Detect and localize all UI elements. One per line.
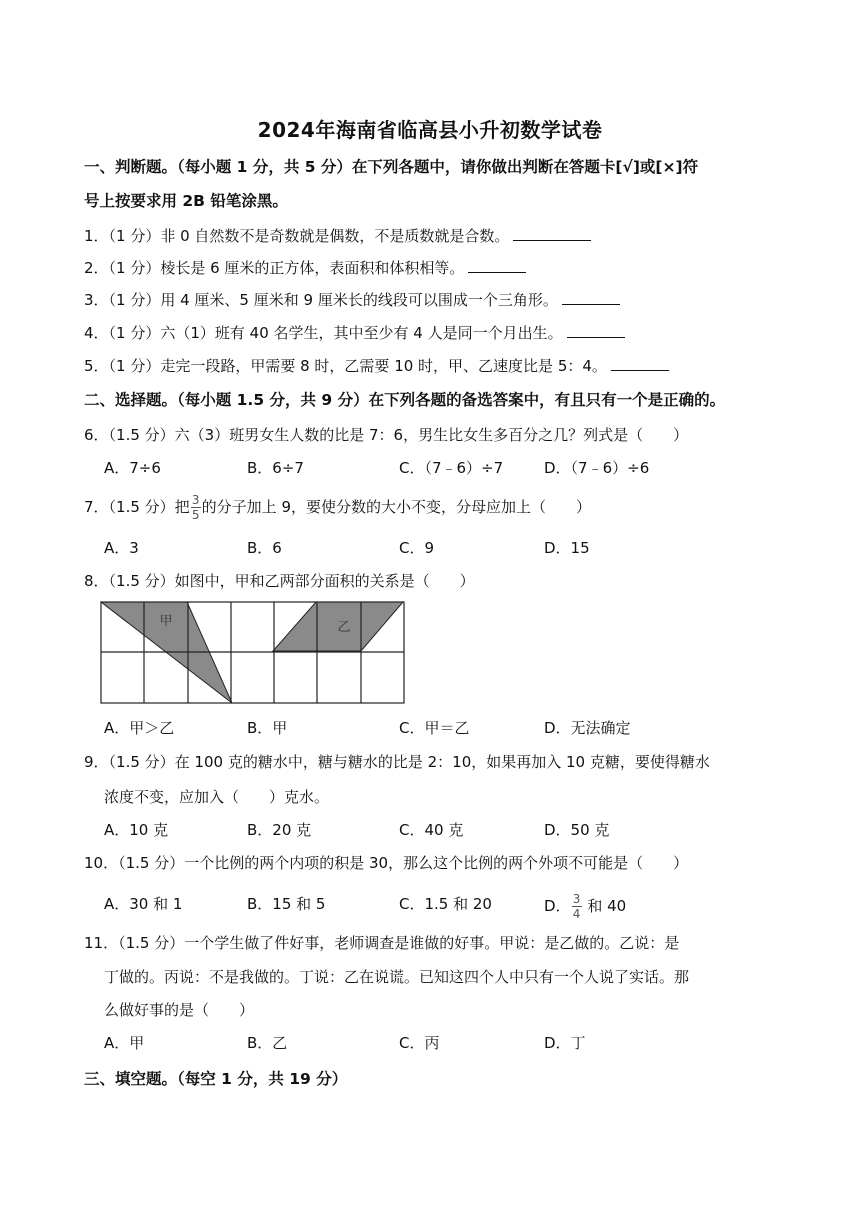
option-d[interactable]: D．15 [544, 539, 590, 557]
question-4-text: 4．（1 分）六（1）班有 40 名学生，其中至少有 4 人是同一个月出生。 [84, 324, 563, 342]
option-a[interactable]: A．甲＞乙 [104, 719, 175, 737]
question-7-suffix: 的分子加上 9，要使分数的大小不变，分母应加上（ ） [201, 498, 591, 516]
question-1-text: 1．（1 分）非 0 自然数不是奇数就是偶数，不是质数就是合数。 [84, 227, 510, 245]
question-3 [84, 289, 620, 311]
question-5 [84, 355, 669, 377]
question-7-prefix: 7．（1.5 分）把 [84, 498, 190, 516]
area-grid-figure [100, 601, 406, 705]
question-11-stem-line-2: 丁做的。丙说：不是我做的。丁说：乙在说谎。已知这四个人中只有一个人说了实话。那 [104, 968, 690, 986]
option-d[interactable] [544, 893, 626, 920]
question-9-stem-line-1: 9．（1.5 分）在 100 克的糖水中，糖与糖水的比是 2：10，如果再加入 10 克糖，要使得糖水 [84, 753, 710, 771]
option-c[interactable]: C．9 [399, 539, 435, 557]
option-c[interactable]: C．1.5 和 20 [399, 895, 492, 913]
option-a[interactable]: A．30 和 1 [104, 895, 183, 913]
option-b[interactable]: B．6 [247, 539, 282, 557]
option-a[interactable]: A．7÷6 [104, 459, 161, 477]
fraction-three-quarters [572, 893, 582, 920]
fraction-three-fifths [191, 494, 201, 521]
option-c[interactable]: C．（7﹣6）÷7 [399, 459, 504, 477]
option-d[interactable]: D．50 克 [544, 821, 610, 839]
option-b[interactable]: B．乙 [247, 1034, 288, 1052]
section-3-heading: 三、填空题。（每空 1 分，共 19 分） [84, 1070, 348, 1088]
answer-blank[interactable] [468, 258, 526, 273]
option-b[interactable]: B．20 克 [247, 821, 312, 839]
option-b[interactable]: B．甲 [247, 719, 288, 737]
question-6-stem: 6．（1.5 分）六（3）班男女生人数的比是 7：6，男生比女生多百分之几？列式是（ ） [84, 426, 689, 444]
option-d[interactable]: D．（7﹣6）÷6 [544, 459, 650, 477]
question-5-text: 5．（1 分）走完一段路，甲需要 8 时，乙需要 10 时，甲、乙速度比是 5：4。 [84, 357, 607, 375]
page-title: 2024年海南省临高县小升初数学试卷 [257, 118, 603, 142]
question-9-stem-line-2: 浓度不变，应加入（ ）克水。 [104, 788, 330, 806]
option-c[interactable]: C．甲＝乙 [399, 719, 470, 737]
option-a[interactable]: A．10 克 [104, 821, 169, 839]
question-7-stem [84, 494, 591, 521]
label-jia: 甲 [159, 614, 173, 629]
question-2 [84, 257, 526, 279]
option-a[interactable]: A．甲 [104, 1034, 145, 1052]
option-d-suffix: 和 40 [582, 897, 627, 915]
option-c[interactable]: C．丙 [399, 1034, 440, 1052]
section-1-heading [84, 150, 784, 218]
option-d[interactable]: D．无法确定 [544, 719, 631, 737]
answer-blank[interactable] [611, 356, 669, 371]
question-3-text: 3．（1 分）用 4 厘米、5 厘米和 9 厘米长的线段可以围成一个三角形。 [84, 291, 558, 309]
option-c[interactable]: C．40 克 [399, 821, 464, 839]
question-2-text: 2．（1 分）棱长是 6 厘米的正方体，表面积和体积相等。 [84, 259, 465, 277]
answer-blank[interactable] [562, 290, 620, 305]
question-4 [84, 322, 625, 344]
question-1 [84, 225, 591, 247]
fraction-numerator: 3 [572, 892, 581, 906]
option-b[interactable]: B．6÷7 [247, 459, 304, 477]
question-11-stem-line-3: 么做好事的是（ ） [104, 1001, 255, 1019]
answer-blank[interactable] [513, 226, 591, 241]
question-11-stem-line-1: 11．（1.5 分）一个学生做了件好事，老师调查是谁做的好事。甲说：是乙做的。乙说：是 [84, 934, 680, 952]
label-yi: 乙 [337, 620, 351, 635]
section-1-line-1: 一、判断题。（每小题 1 分，共 5 分）在下列各题中，请你做出判断在答题卡[√]或[×]符 [84, 158, 699, 176]
option-d-prefix: D． [544, 897, 571, 915]
question-8-stem: 8．（1.5 分）如图中，甲和乙两部分面积的关系是（ ） [84, 572, 475, 590]
option-b[interactable]: B．15 和 5 [247, 895, 326, 913]
fraction-denominator: 5 [191, 508, 200, 522]
option-a[interactable]: A．3 [104, 539, 139, 557]
question-10-stem: 10．（1.5 分）一个比例的两个内项的积是 30，那么这个比例的两个外项不可能是（ ） [84, 854, 689, 872]
section-1-line-2: 号上按要求用 2B 铅笔涂黑。 [84, 192, 288, 210]
fraction-numerator: 3 [191, 493, 200, 507]
answer-blank[interactable] [567, 323, 625, 338]
section-2-heading: 二、选择题。（每小题 1.5 分，共 9 分）在下列各题的备选答案中，有且只有一个是正确的。 [84, 391, 726, 409]
fraction-denominator: 4 [572, 907, 581, 921]
option-d[interactable]: D．丁 [544, 1034, 586, 1052]
